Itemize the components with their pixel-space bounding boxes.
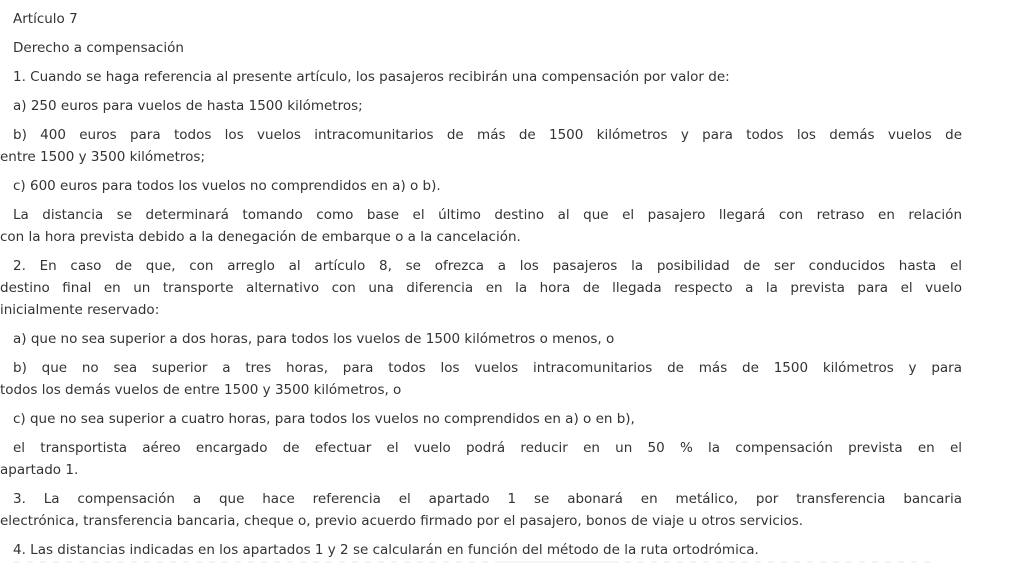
text-line: 3. La compensación a que hace referencia el apartado 1 se abonará en metálico, por transferencia bancaria xyxy=(13,490,962,507)
text-line: a) que no sea superior a dos horas, para todos los vuelos de 1500 kilómetros o menos, o xyxy=(13,330,615,347)
clipped-next-line xyxy=(0,557,962,564)
text-line: 1. Cuando se haga referencia al presente artículo, los pasajeros recibirán una compensación por valor de: xyxy=(13,68,730,85)
text-line: electrónica, transferencia bancaria, cheque o, previo acuerdo firmado por el pasajero, bonos de viaje u otros servicios. xyxy=(0,512,804,529)
text-line: con la hora prevista debido a la denegación de embarque o a la cancelación. xyxy=(0,228,521,245)
text-line: Artículo 7 xyxy=(13,10,78,27)
text-line: destino final en un transporte alternativo con una diferencia en la hora de llegada respecto a la prevista para el vuelo xyxy=(0,279,962,296)
article-title xyxy=(0,37,962,59)
clause-2-intro xyxy=(0,255,962,321)
text-line: La distancia se determinará tomando como base el último destino al que el pasajero llegará con retraso en relación xyxy=(13,206,962,223)
text-line: apartado 1. xyxy=(0,461,79,478)
clause-1-intro xyxy=(0,66,962,88)
text-line: c) 600 euros para todos los vuelos no comprendidos en a) o b). xyxy=(13,177,441,194)
text-line: 2. En caso de que, con arreglo al artículo 8, se ofrezca a los pasajeros la posibilidad de ser conducidos hasta el xyxy=(13,257,962,274)
clause-1a xyxy=(0,95,962,117)
text-line: b) que no sea superior a tres horas, para todos los vuelos intracomunitarios de más de 1500 kilómetros y para xyxy=(13,359,962,376)
text-line: inicialmente reservado: xyxy=(0,301,160,318)
text-line: entre 1500 y 3500 kilómetros; xyxy=(0,148,206,165)
text-line: 4. Las distancias indicadas en los apartados 1 y 2 se calcularán en función del método de la ruta ortodrómica. xyxy=(13,541,759,558)
text-line: el transportista aéreo encargado de efectuar el vuelo podrá reducir en un 50 % la compensación prevista en el xyxy=(13,439,962,456)
clause-1-distance xyxy=(0,204,962,248)
clause-2b xyxy=(0,357,962,401)
text-line: todos los demás vuelos de entre 1500 y 3500 kilómetros, o xyxy=(0,381,402,398)
clause-1c xyxy=(0,175,962,197)
clause-2a xyxy=(0,328,962,350)
clause-2c xyxy=(0,408,962,430)
clause-2-reduction xyxy=(0,437,962,481)
clause-1b xyxy=(0,124,962,168)
text-line: c) que no sea superior a cuatro horas, para todos los vuelos no comprendidos en a) o en b), xyxy=(13,410,635,427)
text-line: Derecho a compensación xyxy=(13,39,184,56)
clause-3 xyxy=(0,488,962,532)
text-line: b) 400 euros para todos los vuelos intracomunitarios de más de 1500 kilómetros y para todos los demás vuelos de xyxy=(13,126,962,143)
article-number xyxy=(0,8,962,30)
text-line: a) 250 euros para vuelos de hasta 1500 kilómetros; xyxy=(13,97,363,114)
